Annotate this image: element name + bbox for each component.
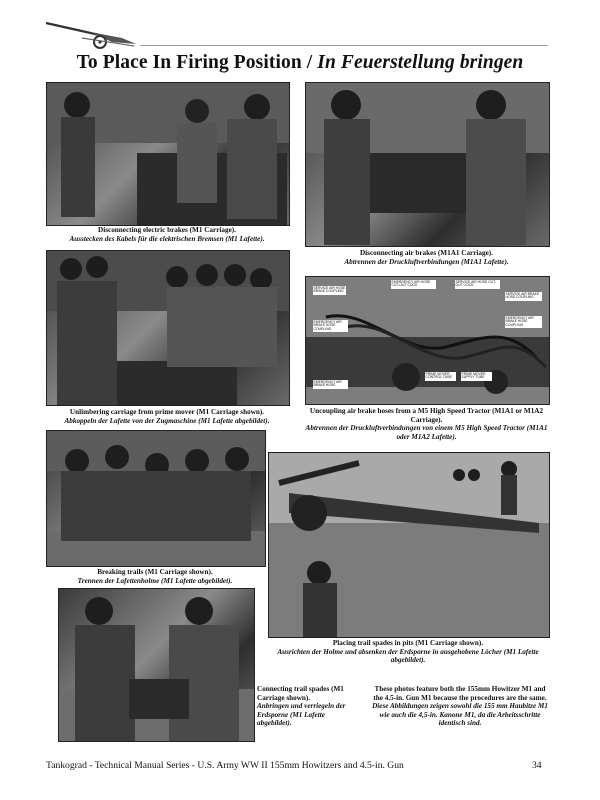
caption-2-en: Disconnecting air brakes (M1A1 Carriage). — [359, 249, 493, 257]
note-de: Diese Abbildungen zeigen sowohl die 155 mm Haubitze M1 wie auch die 4,5-in. Kanone M1, da die Arbeitsschritte identisch sind. — [372, 702, 548, 728]
caption-4-en: Uncoupling air brake hoses from a M5 High Speed Tractor (M1A1 or M1A2 Carriage). — [309, 407, 544, 424]
caption-4-de: Abtrennen der Druckluftverbindungen von einem M5 High Speed Tractor (M1A1 oder M1A2 Lafette). — [305, 424, 548, 441]
diagram-label-9: EMERGENCY AIR BRAKE HOSE — [313, 380, 348, 389]
caption-3-de: Abkoppeln der Lafette von der Zugmaschine (M1 Lafette abgebildet). — [64, 416, 270, 425]
diagram-label-5: SERVICE AIR BRAKE HOSE COUPLING — [505, 292, 542, 301]
diagram-label-1: SERVICE AIR HOSE BRAKE COUPLING — [313, 285, 346, 294]
note-text — [372, 685, 548, 728]
caption-5-en: Breaking trails (M1 Carriage shown). — [97, 568, 213, 576]
photo-breaking-trails — [46, 430, 266, 567]
caption-1-en: Disconnecting electric brakes (M1 Carriage). — [98, 226, 236, 234]
page-number: 34 — [532, 760, 542, 771]
caption-7-de: Anbringen und verriegeln der Erdsporne (M1 Lafette abgebildet). — [257, 702, 346, 728]
note-en: These photos feature both the 155mm Howitzer M1 and the 4.5-in. Gun M1 because the procedures are the same. — [373, 685, 547, 702]
photo-trail-spades — [268, 452, 550, 638]
caption-1 — [46, 226, 288, 243]
caption-2-de: Abtrennen der Druckluftverbindungen (M1A1 Lafette). — [344, 257, 509, 266]
photo-air-brakes — [305, 82, 550, 247]
caption-7-en: Connecting trail spades (M1 Carriage shown). — [257, 685, 344, 702]
footer-text: Tankograd - Technical Manual Series - U.S. Army WW II 155mm Howitzers and 4.5-in. Gun — [46, 760, 404, 771]
diagram-labels — [305, 276, 548, 403]
caption-6-en: Placing trail spades in pits (M1 Carriage shown). — [332, 639, 484, 647]
header-rule — [140, 45, 548, 46]
caption-7 — [257, 685, 357, 728]
caption-6 — [268, 639, 548, 665]
caption-6-de: Ausrichten der Holme und absenken der Erdsporne in ausgehobene Löcher (M1 Lafette abgebildet). — [277, 647, 539, 665]
photo-connecting-spades — [58, 588, 255, 742]
title-english: To Place In Firing Position — [76, 52, 302, 73]
caption-5 — [46, 568, 264, 585]
diagram-label-7: PRIME MOVER CONTROL TUBE — [425, 372, 456, 381]
diagram-label-3: EMERGENCY AIR HOSE CUT-OUT COCK — [391, 280, 436, 289]
caption-2 — [305, 249, 548, 266]
diagram-label-4: SERVICE AIR HOSE CUT-OUT COCK — [455, 280, 500, 289]
page-title — [0, 52, 600, 74]
photo-unlimbering — [46, 250, 290, 406]
title-separator: / — [301, 52, 318, 73]
diagram-label-6: EMERGENCY AIR BRAKE HOSE COUPLING — [505, 316, 542, 328]
photo-electric-brakes — [46, 82, 290, 226]
howitzer-logo — [42, 14, 140, 50]
title-german: In Feuerstellung bringen — [317, 52, 524, 73]
caption-1-de: Ausstecken des Kabels für die elektrischen Bremsen (M1 Lafette). — [69, 234, 265, 243]
diagram-label-2: EMERGENCY AIR BRAKE HOSE COUPLING — [313, 320, 348, 332]
caption-3 — [46, 408, 288, 425]
caption-4 — [300, 407, 553, 441]
caption-5-de: Trennen der Lafettenholme (M1 Lafette abgebildet). — [77, 576, 233, 585]
diagram-label-8: PRIME MOVER SUPPLY TUBE — [461, 372, 492, 381]
caption-3-en: Unlimbering carriage from prime mover (M1 Carriage shown). — [69, 408, 265, 416]
